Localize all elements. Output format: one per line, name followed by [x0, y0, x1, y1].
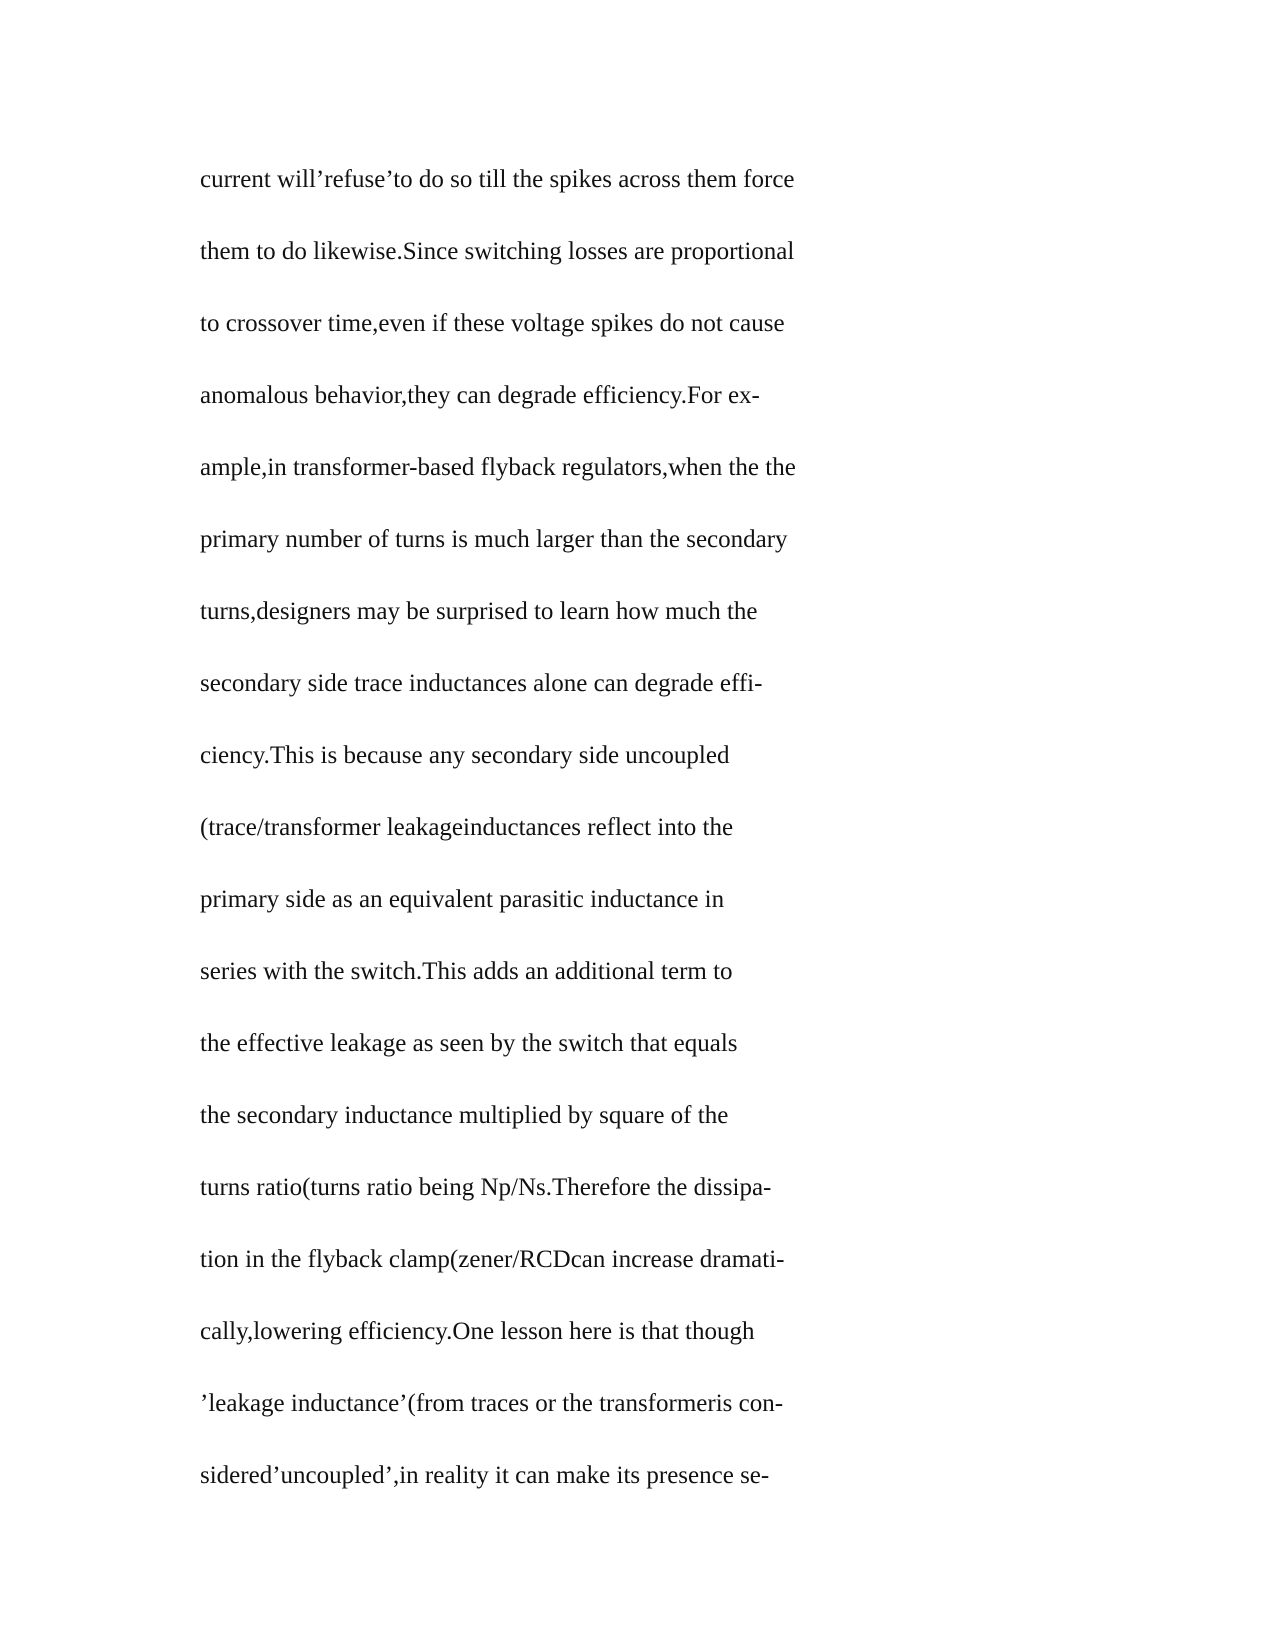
- text-line-17: cally,lowering efficiency.One lesson here is that though: [200, 1318, 755, 1345]
- text-line-3: to crossover time,even if these voltage spikes do not cause: [200, 310, 785, 337]
- body-text: [200, 160, 900, 1528]
- text-line-11: primary side as an equivalent parasitic inductance in: [200, 886, 725, 913]
- text-line-19: sidered’uncoupled’,in reality it can make its presence se-: [200, 1462, 770, 1489]
- text-line-18: ’leakage inductance’(from traces or the transformeris con-: [200, 1390, 784, 1417]
- text-line-15: turns ratio(turns ratio being Np/Ns.Therefore the dissipa-: [200, 1174, 772, 1201]
- text-line-10: (trace/transformer leakageinductances reflect into the: [200, 814, 734, 841]
- text-line-7: turns,designers may be surprised to learn how much the: [200, 598, 758, 625]
- text-line-14: the secondary inductance multiplied by square of the: [200, 1102, 729, 1129]
- text-line-6: primary number of turns is much larger than the secondary: [200, 526, 788, 553]
- text-line-2: them to do likewise.Since switching losses are proportional: [200, 238, 795, 265]
- text-line-13: the effective leakage as seen by the switch that equals: [200, 1030, 738, 1057]
- text-line-16: tion in the flyback clamp(zener/RCDcan increase dramati-: [200, 1246, 785, 1273]
- text-line-4: anomalous behavior,they can degrade efficiency.For ex-: [200, 382, 760, 409]
- text-line-1: current will’refuse’to do so till the spikes across them force: [200, 166, 795, 193]
- text-line-5: ample,in transformer-based flyback regulators,when the the: [200, 454, 796, 481]
- text-line-8: secondary side trace inductances alone can degrade effi-: [200, 670, 763, 697]
- text-line-9: ciency.This is because any secondary side uncoupled: [200, 742, 730, 769]
- text-line-12: series with the switch.This adds an additional term to: [200, 958, 733, 985]
